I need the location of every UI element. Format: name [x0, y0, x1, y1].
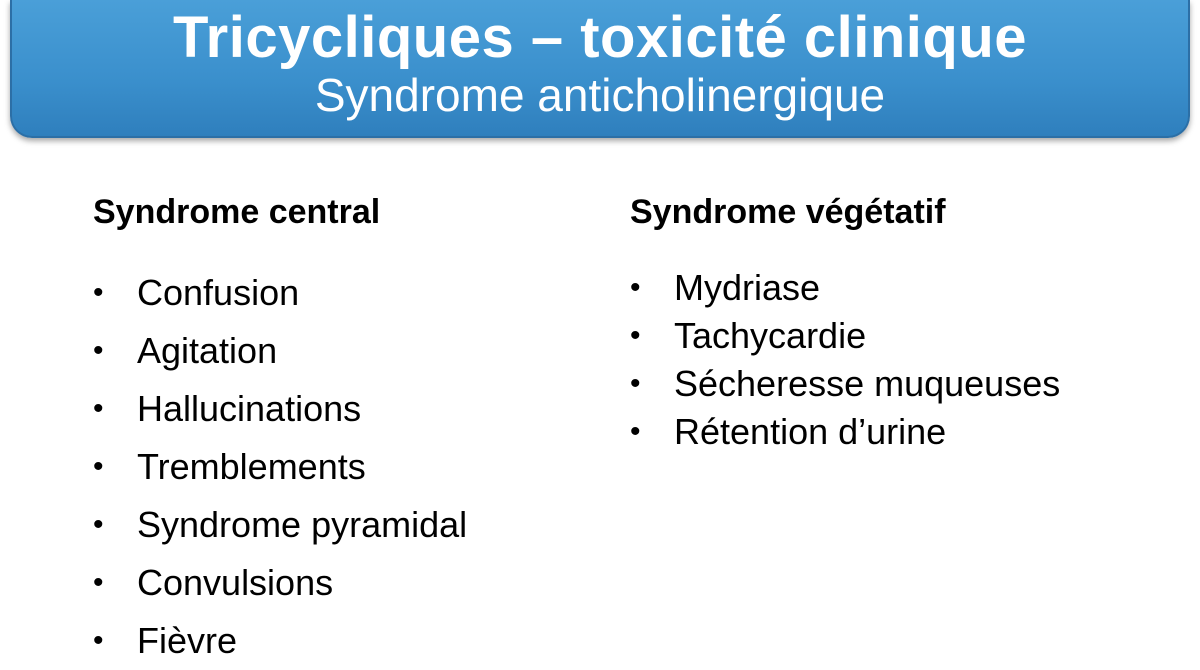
bullet-icon: •	[93, 392, 104, 425]
list-item-text: Tachycardie	[674, 315, 867, 356]
bullet-icon: •	[630, 415, 641, 448]
slide-subtitle: Syndrome anticholinergique	[314, 69, 886, 121]
list-item	[93, 322, 613, 380]
list-item-text: Confusion	[137, 272, 300, 313]
list-item	[93, 264, 613, 322]
list-item-text: Tremblements	[137, 446, 366, 487]
title-banner	[10, 0, 1190, 138]
list-item-text: Mydriase	[674, 267, 821, 308]
list-item-text: Agitation	[137, 330, 278, 371]
list-item	[93, 380, 613, 438]
list-item	[93, 438, 613, 496]
central-syndrome-column	[93, 190, 613, 670]
vegetative-syndrome-list	[630, 264, 1170, 456]
bullet-icon: •	[630, 319, 641, 352]
vegetative-syndrome-column	[630, 190, 1170, 456]
slide-title: Tricycliques – toxicité clinique	[172, 5, 1028, 70]
central-syndrome-list	[93, 264, 613, 670]
bullet-icon: •	[93, 508, 104, 541]
list-item-text: Syndrome pyramidal	[137, 504, 468, 545]
list-item	[630, 408, 1170, 456]
bullet-icon: •	[93, 624, 104, 657]
list-item	[93, 612, 613, 670]
list-item	[630, 360, 1170, 408]
list-item-text: Fièvre	[137, 620, 238, 661]
bullet-icon: •	[630, 271, 641, 304]
list-item-text: Sécheresse muqueuses	[674, 363, 1061, 404]
list-item-text: Hallucinations	[137, 388, 362, 429]
list-item	[93, 554, 613, 612]
bullet-icon: •	[93, 276, 104, 309]
bullet-icon: •	[93, 566, 104, 599]
vegetative-syndrome-heading: Syndrome végétatif	[630, 193, 946, 231]
list-item-text: Convulsions	[137, 562, 334, 603]
list-item-text: Rétention d’urine	[674, 411, 947, 452]
bullet-icon: •	[93, 450, 104, 483]
central-syndrome-heading: Syndrome central	[93, 193, 381, 231]
list-item	[630, 312, 1170, 360]
list-item	[93, 496, 613, 554]
bullet-icon: •	[93, 334, 104, 367]
bullet-icon: •	[630, 367, 641, 400]
list-item	[630, 264, 1170, 312]
